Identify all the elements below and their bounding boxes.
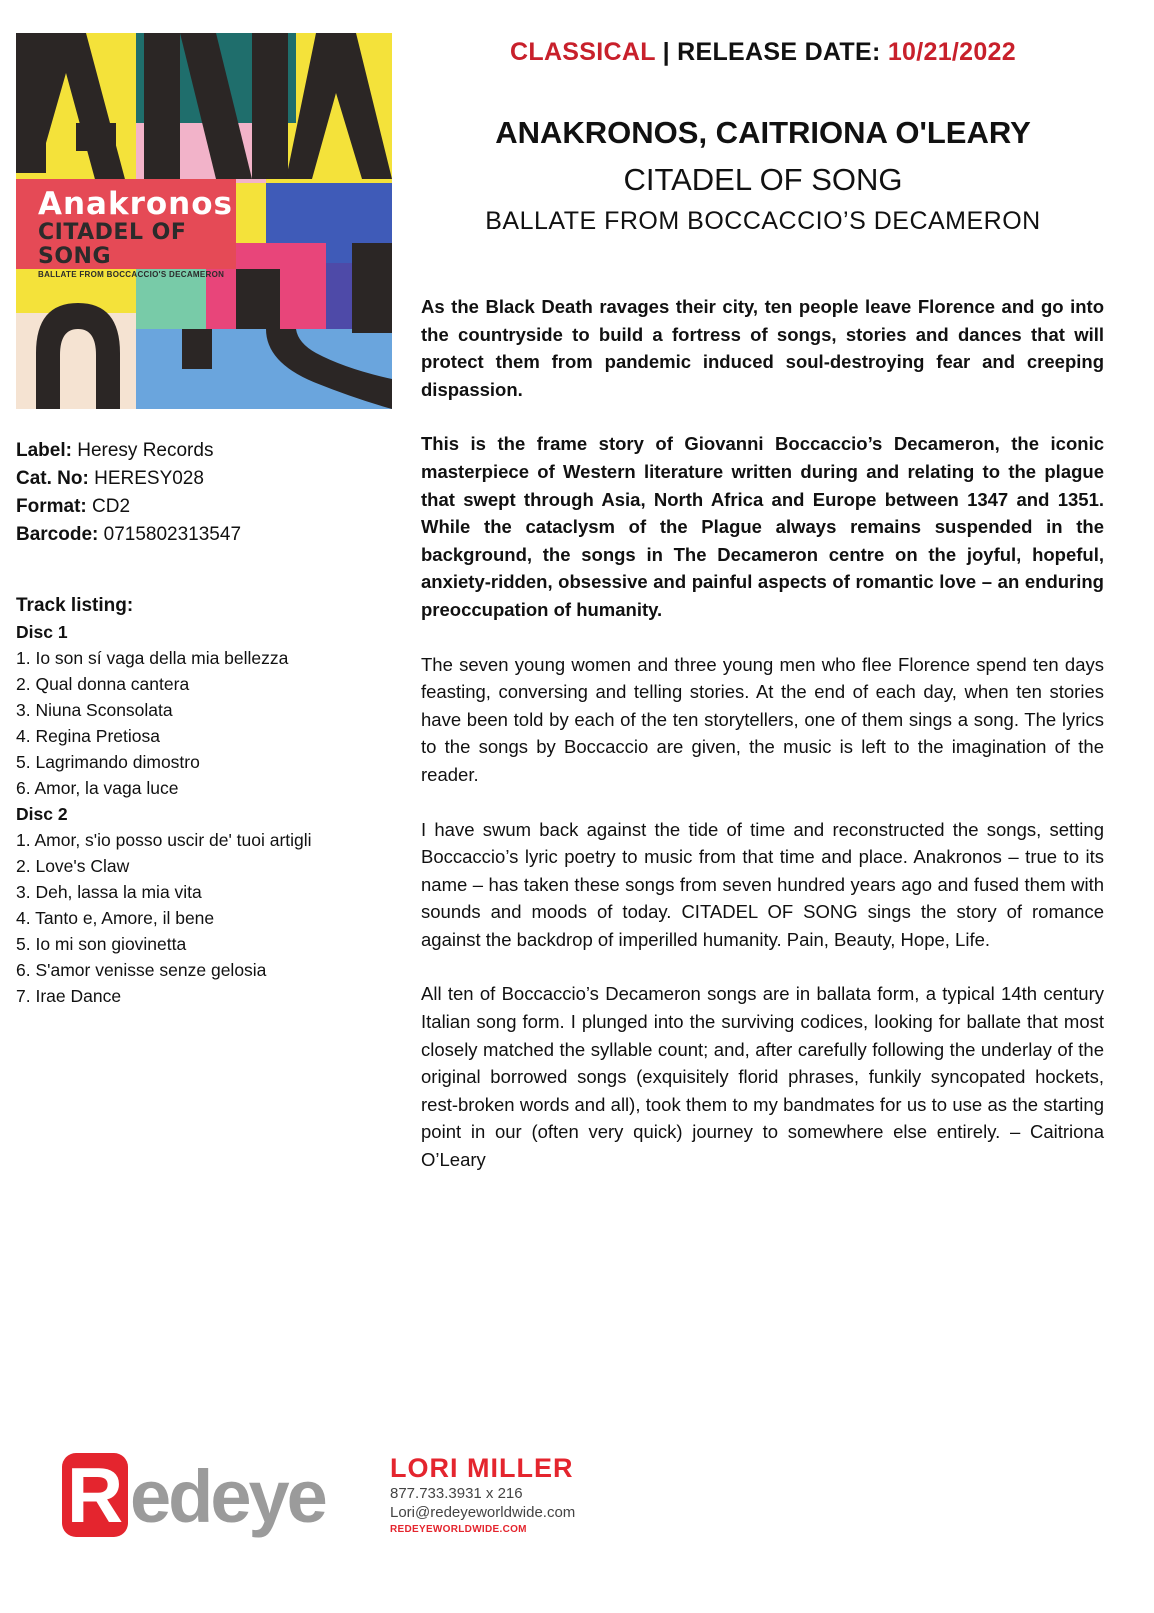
body-paragraph-5: All ten of Boccaccio’s Decameron songs are in ballata form, a typical 14th century Italian song form. I plunged into the surviving codices, looking for ballate that most closely matched the syllable count; and, after carefully following the underlay of the original borrowed songs (exquisitely florid phrases, funkily syncopated hockets, rest-broken words and all), took them to my bandmates for us to use as the starting point in our (often very quick) journey to somewhere else entirely. – Caitriona O’Leary <box>421 983 1104 1171</box>
body-paragraph-2: This is the frame story of Giovanni Boccaccio’s Decameron, the iconic masterpiece of Western literature written during and relating to the plague that swept through Asia, North Africa and Europe between 1347 and 1351. While the cataclysm of the Plague always remains suspended in the background, the songs in The Decameron centre on the joyful, hopeful, anxiety-ridden, obsessive and painful aspects of romantic love – an enduring preoccupation of humanity. <box>421 433 1104 620</box>
contact-block <box>390 1452 690 1538</box>
redeye-logo-text: edeye <box>130 1455 325 1538</box>
separator: | <box>662 38 670 66</box>
track-item: 2. Love's Claw <box>16 856 130 876</box>
release-date: 10/21/2022 <box>887 38 1016 66</box>
meta-barcode-key: Barcode: <box>16 524 99 545</box>
press-release-body <box>421 293 1104 1201</box>
contact-phone: 877.733.3931 x 216 <box>390 1485 523 1502</box>
contact-email[interactable]: Lori@redeyeworldwide.com <box>390 1504 576 1521</box>
meta-barcode-value: 0715802313547 <box>103 524 242 545</box>
disc-1-label: Disc 1 <box>16 622 68 642</box>
contact-name: LORI MILLER <box>390 1453 574 1483</box>
album-subtitle: BALLATE FROM BOCCACCIO’S DECAMERON <box>485 207 1041 235</box>
cover-title: CITADEL OF SONG <box>38 220 187 269</box>
release-meta <box>16 437 396 549</box>
genre: CLASSICAL <box>510 38 656 66</box>
track-item: 2. Qual donna cantera <box>16 674 190 694</box>
meta-format-value: CD2 <box>92 496 131 517</box>
meta-label-value: Heresy Records <box>77 440 214 461</box>
redeye-logo-r: R <box>62 1453 128 1537</box>
track-listing-heading: Track listing: <box>16 595 134 616</box>
track-item: 6. Amor, la vaga luce <box>16 778 179 798</box>
track-item: 7. Irae Dance <box>16 986 122 1006</box>
redeye-logo <box>62 1453 342 1543</box>
release-date-label: RELEASE DATE: <box>677 38 881 66</box>
disc-1-tracks <box>16 645 396 801</box>
release-line <box>420 38 1106 67</box>
track-item: 1. Amor, s'io posso uscir de' tuoi artigli <box>16 830 312 850</box>
artist-title: ANAKRONOS, CAITRIONA O'LEARY <box>495 115 1031 150</box>
meta-label-key: Label: <box>16 440 72 461</box>
cover-artist: Anakronos <box>38 186 233 222</box>
track-item: 5. Io mi son giovinetta <box>16 934 187 954</box>
cover-title-banner <box>16 179 236 279</box>
cover-subtitle: BALLATE FROM BOCCACCIO'S DECAMERON <box>38 270 225 279</box>
track-item: 3. Deh, lassa la mia vita <box>16 882 202 902</box>
track-item: 1. Io son sí vaga della mia bellezza <box>16 648 289 668</box>
track-item: 5. Lagrimando dimostro <box>16 752 200 772</box>
meta-barcode-row <box>16 521 396 549</box>
meta-cat-key: Cat. No: <box>16 468 89 489</box>
body-paragraph-1: As the Black Death ravages their city, ten people leave Florence and go into the countryside to build a fortress of songs, stories and dances that will protect them from pandemic induced soul-destroying fear and creeping dispassion. <box>421 296 1104 400</box>
body-paragraph-3: The seven young women and three young men who flee Florence spend ten days feasting, conversing and telling stories. At the end of each day, when ten stories have been told by each of the ten storytellers, one of them sings a song. The lyrics to the songs by Boccaccio are given, the music is left to the imagination of the reader. <box>421 653 1104 785</box>
album-title: CITADEL OF SONG <box>623 162 903 197</box>
meta-cat-value: HERESY028 <box>94 468 204 489</box>
track-listing <box>16 593 396 1009</box>
meta-format-key: Format: <box>16 496 87 517</box>
meta-cat-row <box>16 465 396 493</box>
disc-2-tracks <box>16 827 396 1009</box>
meta-format-row <box>16 493 396 521</box>
meta-label-row <box>16 437 396 465</box>
body-paragraph-4: I have swum back against the tide of time and reconstructed the songs, setting Boccaccio’s lyric poetry to music from that time and place. Anakronos – true to its name – has taken these songs from seven hundred years ago and fused them with sounds and moods of today. CITADEL OF SONG sings the story of romance against the backdrop of imperilled humanity. Pain, Beauty, Hope, Life. <box>421 818 1104 950</box>
track-item: 6. S'amor venisse senze gelosia <box>16 960 267 980</box>
disc-2-label: Disc 2 <box>16 804 68 824</box>
contact-website[interactable]: REDEYEWORLDWIDE.COM <box>390 1524 527 1535</box>
album-cover <box>16 33 392 409</box>
track-item: 4. Regina Pretiosa <box>16 726 160 746</box>
track-item: 3. Niuna Sconsolata <box>16 700 173 720</box>
track-item: 4. Tanto e, Amore, il bene <box>16 908 215 928</box>
